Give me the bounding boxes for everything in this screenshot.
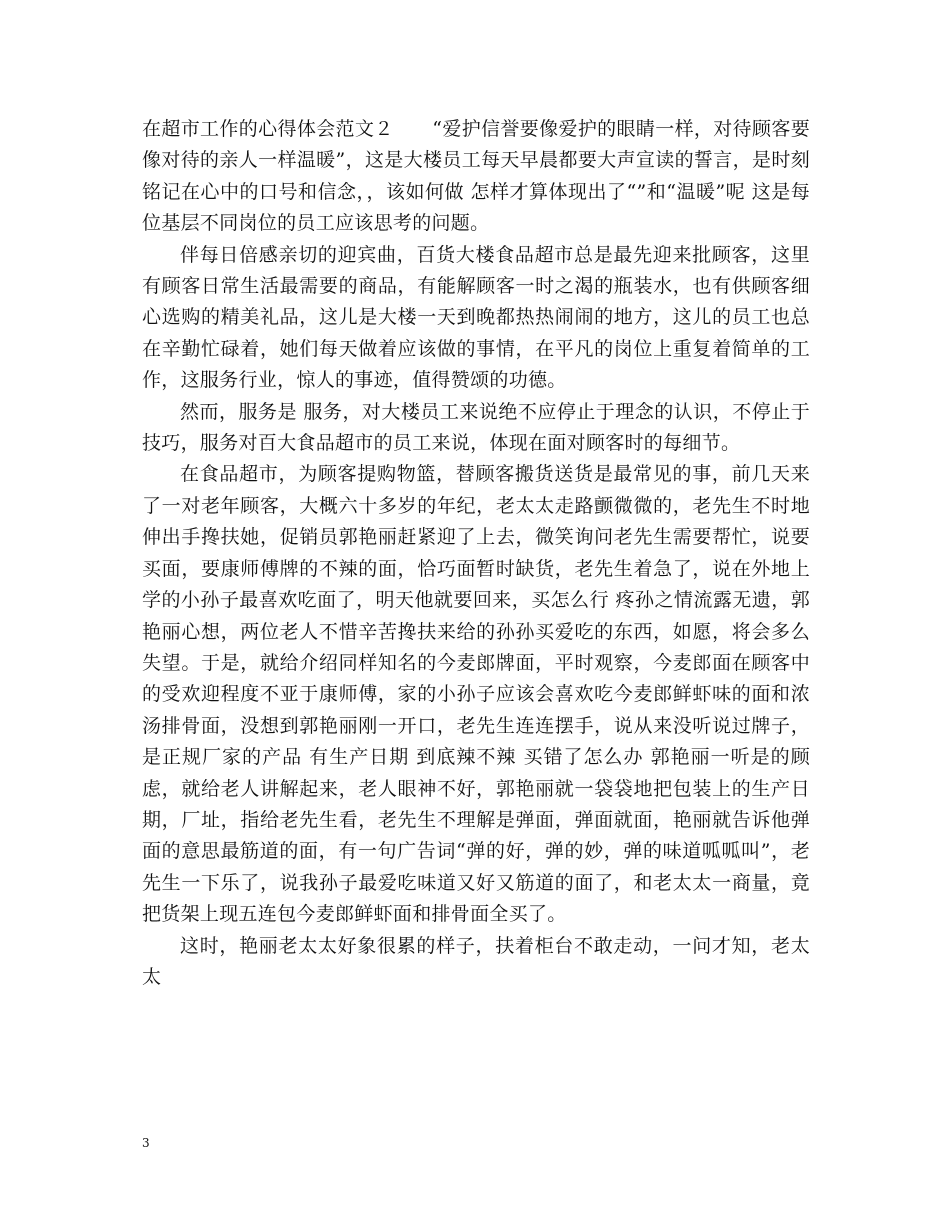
paragraph-title: 在超市工作的心得体会范文２ “爱护信誉要像爱护的眼睛一样，对待顾客要像对待的亲人一样温暖”，这是大楼员工每天早晨都要大声宣读的誓言，是时刻铭记在心中的口号和信念，，该如何做 怎样才算体现出了“”和“温暖”呢 这是每位基层不同岗位的员工应该思考的问题。 <box>142 118 810 235</box>
paragraph: 这时，艳丽老太太好象很累的样子，扶着柜台不敢走动，一问才知，老太太 <box>142 934 810 988</box>
document-body <box>142 114 810 993</box>
page-number: 3 <box>142 1136 150 1150</box>
paragraph: 然而，服务是 服务，对大楼员工来说绝不应停止于理念的认识，不停止于技巧，服务对百大食品超市的员工来说，体现在面对顾客时的每细节。 <box>142 400 810 455</box>
paragraph: 在食品超市，为顾客提购物篮，替顾客搬货送货是最常见的事，前几天来了一对老年顾客，大概六十多岁的年纪，老太太走路颤微微的，老先生不时地伸出手搀扶她，促销员郭艳丽赶紧迎了上去，微笑询问老先生需要帮忙，说要买面，要康师傅牌的不辣的面，恰巧面暂时缺货，老先生着急了，说在外地上学的小孙子最喜欢吃面了，明天他就要回来，买怎么行 疼孙之情流露无遗，郭艳丽心想，两位老人不惜辛苦搀扶来给的孙孙买爱吃的东西，如愿，将会多么失望。于是，就给介绍同样知名的今麦郎牌面，平时观察，今麦郎面在顾客中的受欢迎程度不亚于康师傅，家的小孙子应该会喜欢吃今麦郎鲜虾味的面和浓汤排骨面，没想到郭艳丽刚一开口，老先生连连摆手，说从来没听说过牌子，是正规厂家的产品 有生产日期 到底辣不辣 买错了怎么办 郭艳丽一听是的顾虑，就给老人讲解起来，老人眼神不好，郭艳丽就一袋袋地把包装上的生产日期，厂址，指给老先生看，老先生不理解是弹面，弹面就面，艳丽就告诉他弹面的意思最筋道的面，有一句广告词“弹的好，弹的妙，弹的味道呱呱叫”，老先生一下乐了，说我孙子最爱吃味道又好又筋道的面了，和老太太一商量，竟把货架上现五连包今麦郎鲜虾面和排骨面全买了。 <box>142 463 810 926</box>
paragraph: 伴每日倍感亲切的迎宾曲，百货大楼食品超市总是最先迎来批顾客，这里有顾客日常生活最需要的商品，有能解顾客一时之渴的瓶装水，也有供顾客细心选购的精美礼品，这儿是大楼一天到晚都热热闹闹的地方，这儿的员工也总在辛勤忙碌着，她们每天做着应该做的事情，在平凡的岗位上重复着简单的工作，这服务行业，惊人的事迹，值得赞颂的功德。 <box>142 243 810 392</box>
